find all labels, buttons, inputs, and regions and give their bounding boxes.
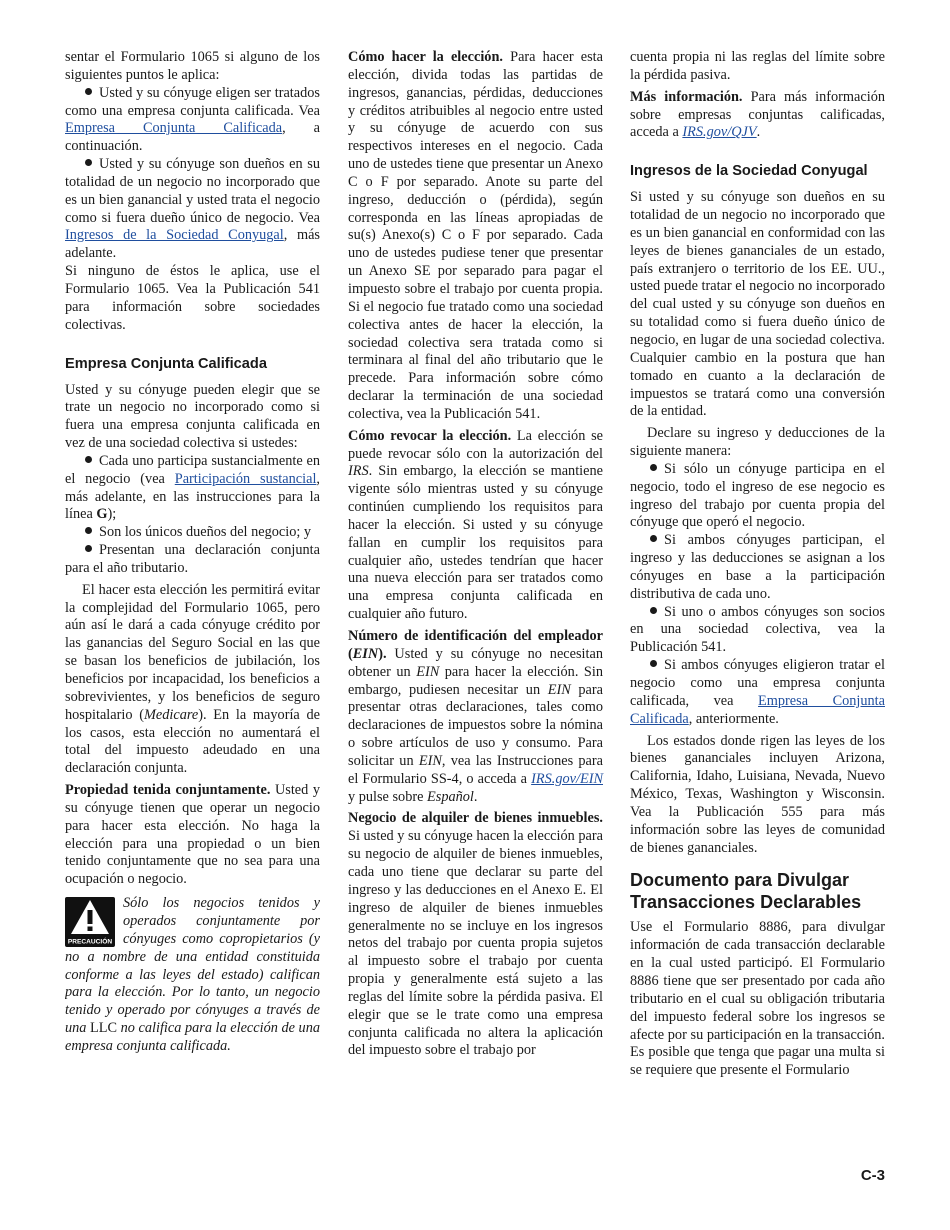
bullet-item: Usted y su cónyuge son dueños en su totalidad de un negocio no incorporado que es un bien ganancial y usted trata el negocio como si fuera dueño único de negocio. Vea Ingresos de la Sociedad Conyugal, más adelante. (65, 156, 320, 262)
link-irs-gov-ein[interactable]: IRS.gov/EIN (531, 770, 603, 787)
link-empresa-conjunta-calificada[interactable]: Empresa Conjunta Calificada (65, 120, 283, 137)
bullet-item: Si ambos cónyuges participan, el ingreso y las deducciones se asignan a los cónyuges en base a la participación distributiva de cada uno. (630, 532, 885, 602)
bullet-icon (650, 607, 657, 614)
section-heading-ingresos-sociedad-conyugal: Ingresos de la Sociedad Conyugal (630, 163, 868, 180)
bullet-item: Usted y su cónyuge eligen ser tratados como una empresa conjunta calificada. Vea Empresa Conjunta Calificada, a continuación. (65, 84, 320, 155)
paragraph: Los estados donde rigen las leyes de los bienes gananciales incluyen Arizona, California, Idaho, Luisiana, Nevada, Nuevo México, Texas, Washington y Wisconsin. Vea la Publicación 555 para más información sobre las leyes de comunidad de bienes gananciales. (630, 732, 885, 856)
paragraph: Propiedad tenida conjuntamente. Usted y su cónyuge tienen que operar un negocio para hacer esta elección. No haga la elección para una propiedad o un bien tenido conjuntamente que no sea para una ocupación o negocio. (65, 782, 320, 888)
bullet-icon (650, 535, 657, 542)
paragraph: Use el Formulario 8886, para divulgar información de cada transacción declarable en la cual usted participó. El Formulario 8886 tiene que ser presentado por cada año tributario en el cual su obligación tributaria del impuesto federal sobre los ingresos se afecte por su participación en la transacción. Es posible que tenga que pagar una multa si se requiere que presente el Formulario (630, 919, 885, 1079)
paragraph: cuenta propia ni las reglas del límite sobre la pérdida pasiva. (630, 49, 885, 83)
paragraph: Declare su ingreso y deducciones de la siguiente manera: (630, 425, 885, 460)
paragraph: Si ninguno de éstos le aplica, use el Formulario 1065. Vea la Publicación 541 para información sobre sociedades colectivas. (65, 263, 320, 333)
paragraph: Usted y su cónyuge pueden elegir que se trate un negocio no incorporado como si fuera una empresa conjunta calificada en vez de una sociedad colectiva si ustedes: (65, 381, 320, 452)
bullet-item: Presentan una declaración conjunta para el año tributario. (65, 542, 320, 576)
bullet-item: Si uno o ambos cónyuges son socios en una sociedad colectiva, vea la Publicación 541. (630, 603, 885, 656)
paragraph: Si usted y su cónyuge son dueños en su totalidad de un negocio no incorporado que es un bien ganancial en conformidad con las leyes de bienes gananciales de un estado, país extranjero o territorio de los EE. UU., usted puede tratar el negocio no incorporado del cual usted y su cónyuge son dueños en su totalidad como si fuera dueño único de negocio, en lugar de una sociedad colectiva. Cualquier cambio en la postura que han tomado en cuanto a la declaración de impuestos se tratará como una conversión de la entidad. (630, 189, 885, 420)
link-participacion-sustancial[interactable]: Participación sustancial (174, 470, 317, 487)
paragraph: Más información. Para más información sobre empresas conjuntas calificadas, acceda a IRS.gov/QJV. (630, 88, 885, 141)
bullet-icon (85, 159, 92, 166)
caution-icon (65, 897, 115, 947)
paragraph: Número de identificación del empleador (EIN). Usted y su cónyuge no necesitan obtener un EIN para hacer la elección. Sin embargo, pudiesen necesitar un EIN para presentar otras declaraciones, tales como declaraciones de impuestos sobre la nómina o sobre artículos de uso y consumo. Para solicitar un EIN, vea las Instrucciones para el Formulario SS-4, o acceda a IRS.gov/EIN y pulse sobre Español. (348, 628, 604, 805)
bullet-item: Si ambos cónyuges eligieron tratar el negocio como una empresa conjunta calificada, vea Empresa Conjunta Calificada, anteriormente. (630, 657, 885, 727)
paragraph: Negocio de alquiler de bienes inmuebles. Si usted y su cónyuge hacen la elección para su negocio de alquiler de bienes inmuebles, cada uno tiene que declarar su parte del ingreso y las deducciones en el Anexo E. El ingreso de alquiler de bienes inmuebles generalmente no se incluye en los ingresos netos del trabajo por cuenta propia sujetos al impuesto sobre el trabajo por cuenta propia y generalmente está sujeto a las reglas del límite sobre la pérdida pasiva. El elegir que se le trate como una empresa conjunta calificada no altera la aplicación del impuesto sobre el trabajo por (348, 810, 603, 1059)
bullet-icon (85, 545, 92, 552)
paragraph: sentar el Formulario 1065 si alguno de los siguientes puntos le aplica: (65, 49, 320, 83)
bullet-item: Son los únicos dueños del negocio; y (65, 524, 320, 542)
link-irs-gov-qjv[interactable]: IRS.gov/QJV (682, 124, 757, 141)
caution-label: PRECAUCIÓN (67, 938, 113, 946)
bullet-icon (650, 464, 657, 471)
bullet-icon (650, 660, 657, 667)
link-ingresos-sociedad-conyugal[interactable]: Ingresos de la Sociedad Conyugal (65, 227, 284, 244)
caution-note: PRECAUCIÓN Sólo los negocios tenidos y operados conjuntamente por cónyuges como copropietarios (y no a nombre de una entidad constituida conforme a las leyes del estado) califican para la elección. Por lo tanto, un negocio tenido y operado por cónyuges a través de una LLC no califica para la elección de una empresa conjunta calificada. (65, 895, 320, 1054)
section-heading-empresa-conjunta: Empresa Conjunta Calificada (65, 355, 267, 372)
page-number: C-3 (860, 1167, 885, 1184)
column-2 (348, 49, 603, 1064)
bullet-icon (85, 456, 92, 463)
paragraph: Cómo hacer la elección. Para hacer esta elección, divida todas las partidas de ingresos, ganancias, pérdidas, deducciones y créditos atribuibles al negocio entre usted y su cónyuge de acuerdo con sus respectivos intereses en el negocio. Cada uno de ustedes tiene que presentar un Anexo C o F por separado. Anote su parte del ingreso, deducción o (pérdida), según corresponda en las líneas apropiadas de su(s) Anexo(s) C o F por separado. Cada uno de ustedes pudiese tener que presentar un Anexo SE por separado para pagar el impuesto sobre el trabajo por cuenta propia. Si el negocio fue tratado como una sociedad colectiva antes de hacer la elección, la sociedad colectiva sera tratada como si terminara al final del año tributario que le precede. Para información sobre cómo declarar la terminación de una sociedad colectiva, vea la Publicación 541. (348, 49, 603, 422)
paragraph: Cómo revocar la elección. La elección se puede revocar sólo con la autorización del IRS. Sin embargo, la elección se mantiene vigente sólo mientras usted y su cónyuge continúen cumpliendo los requisitos para hacer la elección. Si usted y su cónyuge fallan en cumplir los requisitos para cualquier año, ustedes tendrían que hacer una nueva elección para ser tratados como una empresa conjunta calificada en cualquier año futuro. (348, 427, 603, 623)
column-3 (630, 49, 885, 1084)
link-empresa-conjunta-calificada[interactable]: Empresa Conjunta Calificada (630, 692, 885, 727)
section-heading-documento-divulgar: Documento para Divulgar Transacciones Declarables (630, 870, 862, 913)
bullet-item: Cada uno participa sustancialmente en el negocio (vea Participación sustancial, más adelante, en las instrucciones para la línea G); (65, 452, 320, 523)
paragraph: El hacer esta elección les permitirá evitar la complejidad del Formulario 1065, pero aún así le dará a cada cónyuge crédito por las ganancias del Seguro Social en las que se basan los beneficios de jubilación, los beneficios por incapacidad, los beneficios a sobrevivientes, y los beneficios de seguro hospitalario (Medicare). En la mayoría de los casos, esta elección no aumentará el total del impuesto adeudado en una declaración conjunta. (65, 581, 320, 777)
bullet-item: Si sólo un cónyuge participa en el negocio, todo el ingreso de ese negocio es ingreso del trabajo por cuenta propia del cónyuge que operó el negocio. (630, 460, 885, 531)
bullet-icon (85, 88, 92, 95)
bullet-icon (85, 527, 92, 534)
column-1 (65, 49, 320, 1056)
